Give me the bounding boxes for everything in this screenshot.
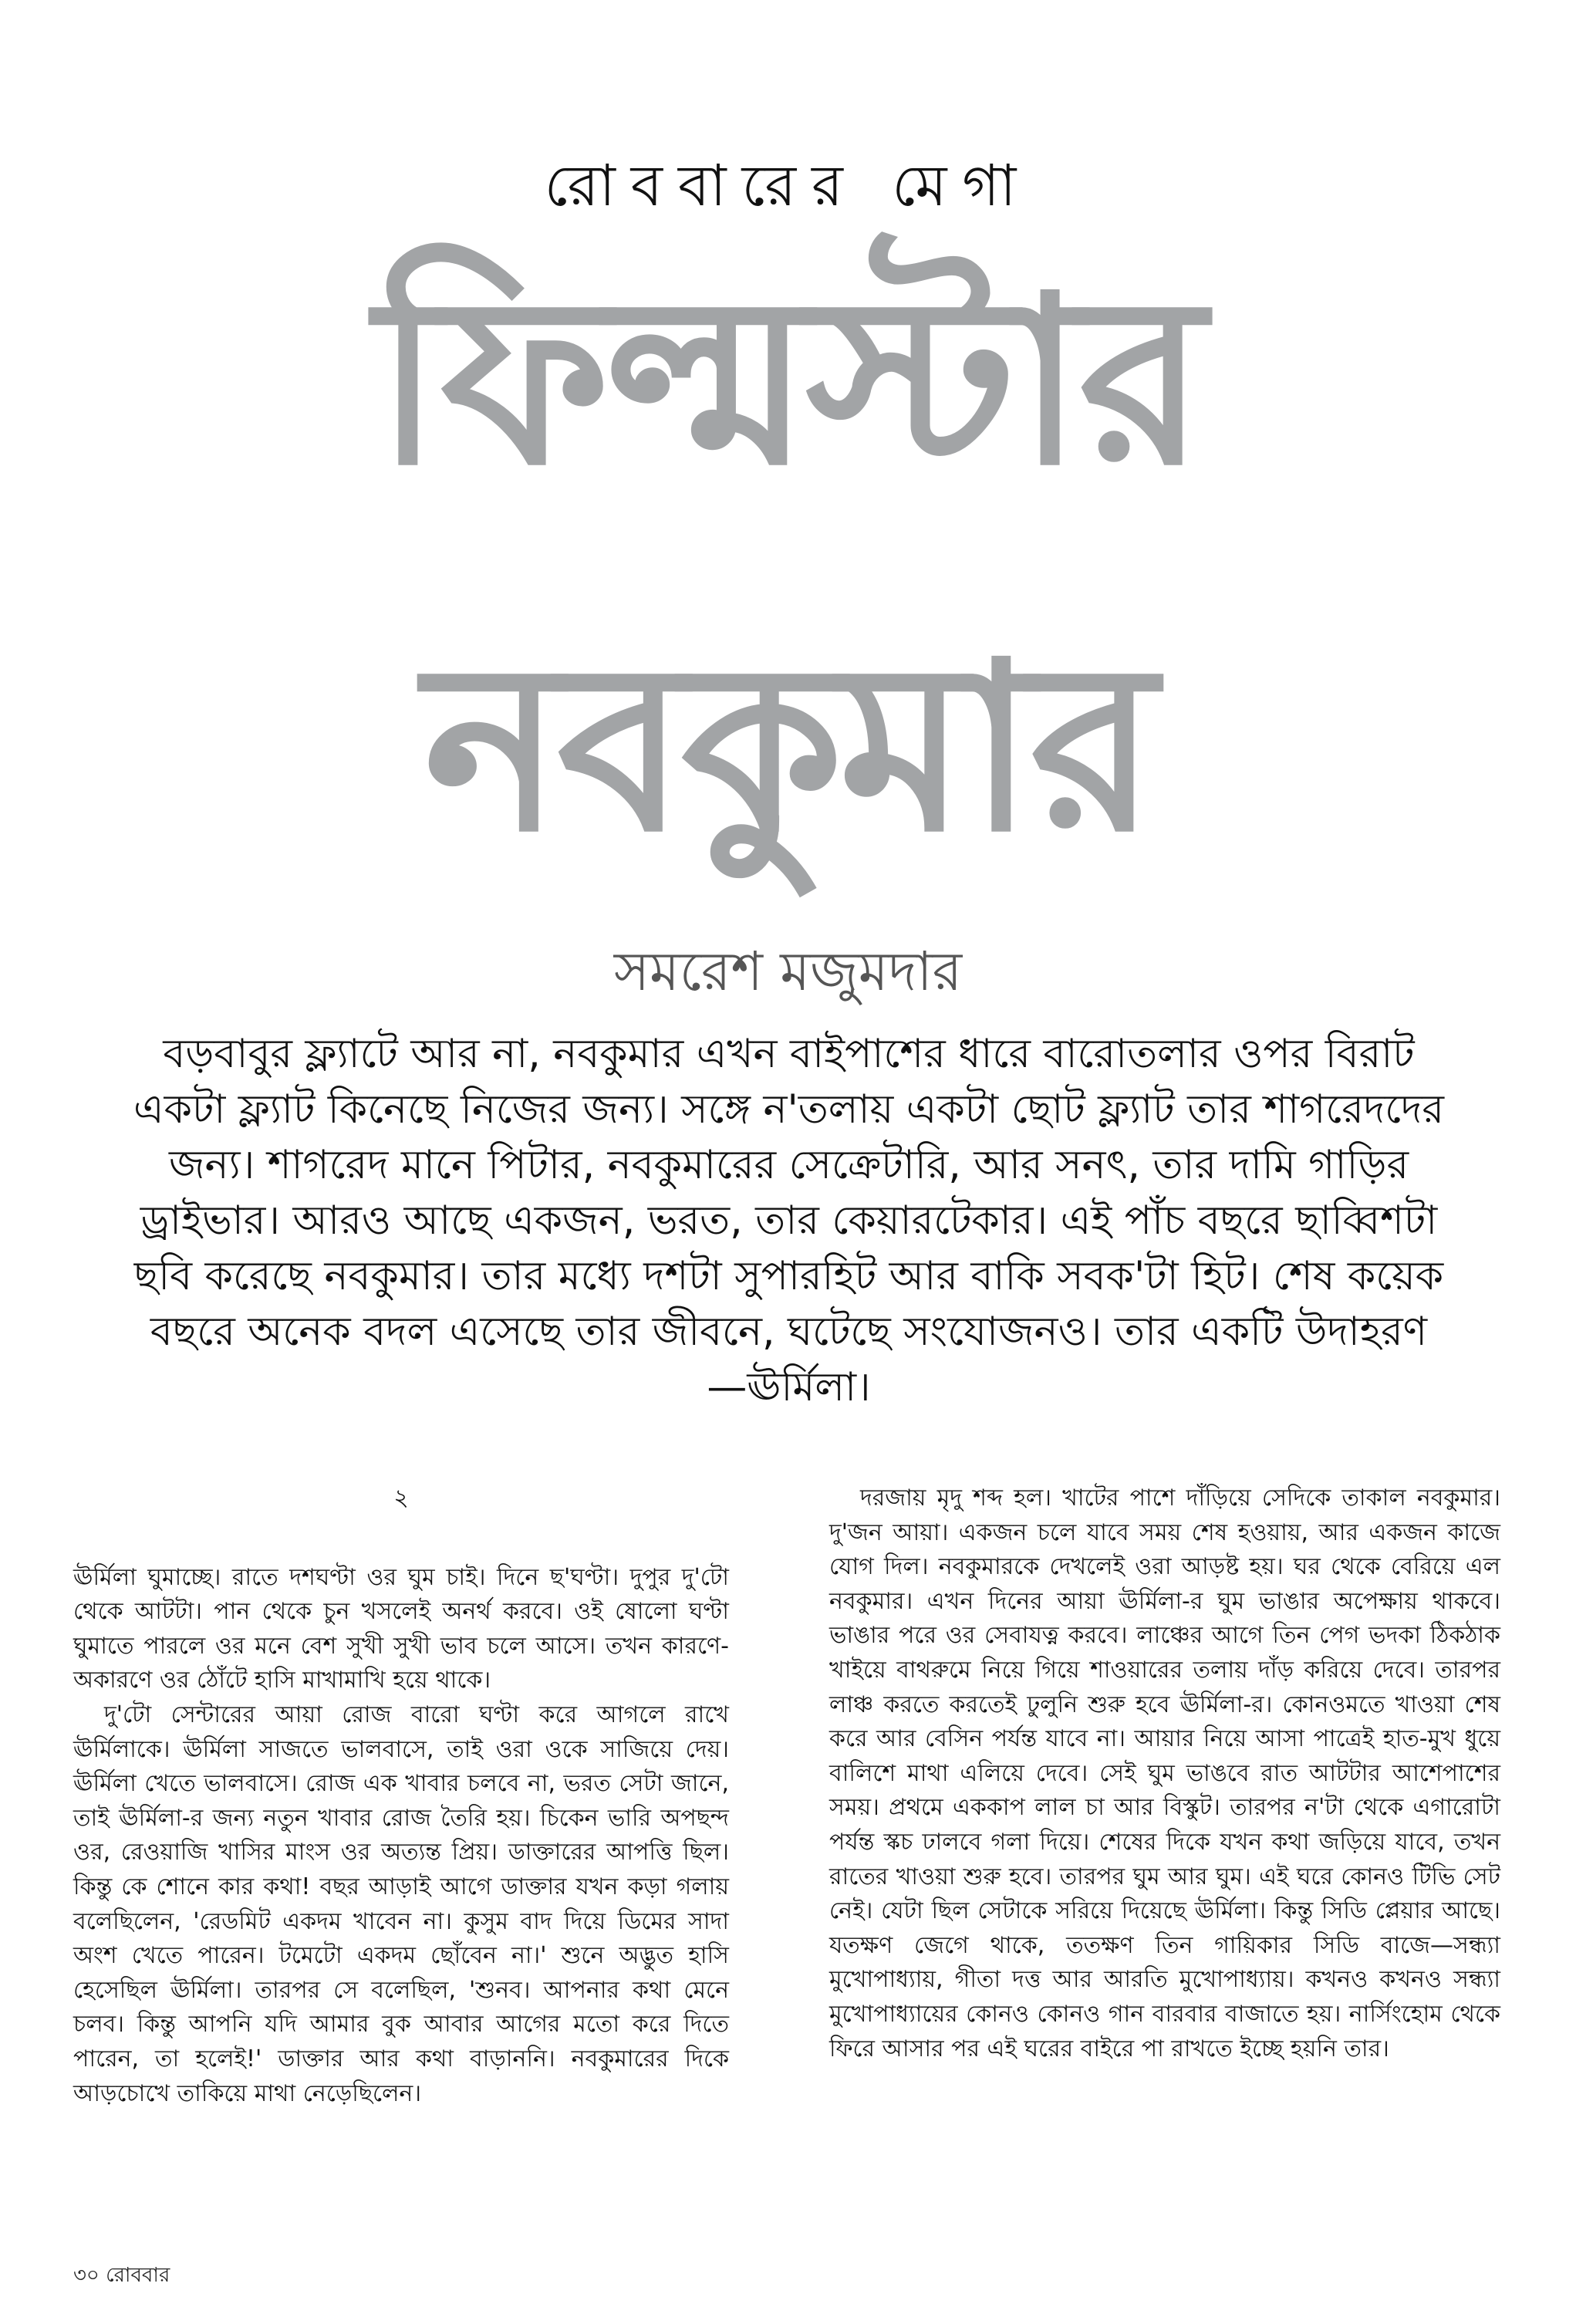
title-line-2: নবকুমার [424, 613, 1152, 883]
author-byline: সমরেশ মজুমদার [613, 940, 963, 1003]
page-folio: ৩০ রোববার [73, 2264, 170, 2287]
body-paragraph: দরজায় মৃদু শব্দ হল। খাটের পাশে দাঁড়িয়ে সেদিকে তাকাল নবকুমার। দু'জন আয়া। একজন চলে যাবে সময় শেষ হওয়ায়, আর একজন কাজে যোগ দিল। নবকুমারকে দেখলেই ওরা আড়ষ্ট হয়। ঘর থেকে বেরিয়ে এল নবকুমার। এখন দিনের আয়া ঊর্মিলা-র ঘুম ভাঙার অপেক্ষায় থাকবে। ভাঙার পরে ওর সেবাযত্ন করবে। লাঞ্চের আগে তিন পেগ ভদকা ঠিকঠাক খাইয়ে বাথরুমে নিয়ে গিয়ে শাওয়ারের তলায় দাঁড় করিয়ে দেবে। তারপর লাঞ্চ করতে করতেই ঢুলুনি শুরু হবে ঊর্মিলা-র। কোনওমতে খাওয়া শেষ করে আর বেসিন পর্যন্ত যাবে না। আয়ার নিয়ে আসা পাত্রেই হাত-মুখ ধুয়ে বালিশে মাথা এলিয়ে দেবে। সেই ঘুম ভাঙবে রাত আটটার আশেপাশের সময়। প্রথমে এককাপ লাল চা আর বিস্কুট। তারপর ন'টা থেকে এগারোটা পর্যন্ত স্কচ ঢালবে গলা দিয়ে। শেষের দিকে যখন কথা জড়িয়ে যাবে, তখন রাতের খাওয়া শুরু হবে। তারপর ঘুম আর ঘুম। এই ঘরে কোনও টিভি সেট নেই। যেটা ছিল সেটাকে সরিয়ে দিয়েছে ঊর্মিলা। কিন্তু সিডি প্লেয়ার আছে। যতক্ষণ জেগে থাকে, ততক্ষণ তিন গায়িকার সিডি বাজে—সন্ধ্যা মুখোপাধ্যায়, গীতা দত্ত আর আরতি মুখোপাধ্যায়। কখনও কখনও সন্ধ্যা মুখোপাধ্যায়ের কোনও কোনও গান বারবার বাজাতে হয়। নার্সিংহোম থেকে ফিরে আসার পর এই ঘরের বাইরে পা রাখতে ইচ্ছে হয়নি তার। [829, 1485, 1500, 2062]
deck-paragraph: বড়বাবুর ফ্ল্যাটে আর না, নবকুমার এখন বাইপাশের ধারে বারোতলার ওপর বিরাট একটা ফ্ল্যাট কিনেছে নিজের জন্য। সঙ্গে ন'তলায় একটা ছোট ফ্ল্যাট তার শাগরেদদের জন্য। শাগরেদ মানে পিটার, নবকুমারের সেক্রেটারি, আর সনৎ, তার দামি গাড়ির ড্রাইভার। আরও আছে একজন, ভরত, তার কেয়ারটেকার। এই পাঁচ বছরে ছাব্বিশটা ছবি করেছে নবকুমার। তার মধ্যে দশটা সুপারহিট আর বাকি সবক'টা হিট। শেষ কয়েক বছরে অনেক বদল এসেছে তার জীবনে, ঘটেছে সংযোজনও। তার একটি উদাহরণ—ঊর্মিলা। [133, 1031, 1444, 1410]
section-kicker: রোববারের মেগা [544, 153, 1032, 219]
body-column-left [73, 1481, 729, 2111]
body-paragraph: ঊর্মিলা ঘুমাচ্ছে। রাতে দশঘণ্টা ওর ঘুম চাই। দিনে ছ'ঘণ্টা। দুপুর দু'টো থেকে আটটা। পান থেকে চুন খসলেই অনর্থ করবে। ওই ষোলো ঘণ্টা ঘুমাতে পারলে ওর মনে বেশ সুখী সুখী ভাব চলে আসে। তখন কারণে-অকারণে ওর ঠোঁটে হাসি মাখামাখি হয়ে থাকে। [73, 1563, 729, 1694]
body-column-right [829, 1481, 1500, 2066]
title-line-1: ফিল্মস্টার [374, 247, 1202, 516]
chapter-number: ২ [393, 1485, 409, 1512]
body-paragraph: দু'টো সেন্টারের আয়া রোজ বারো ঘণ্টা করে আগলে রাখে ঊর্মিলাকে। ঊর্মিলা সাজতে ভালবাসে, তাই ওরা ওকে সাজিয়ে দেয়। ঊর্মিলা খেতে ভালবাসে। রোজ এক খাবার চলবে না, ভরত সেটা জানে, তাই ঊর্মিলা-র জন্য নতুন খাবার রোজ তৈরি হয়। চিকেন ভারি অপছন্দ ওর, রেওয়াজি খাসির মাংস ওর অত্যন্ত প্রিয়। ডাক্তারের আপত্তি ছিল। কিন্তু কে শোনে কার কথা! বছর আড়াই আগে ডাক্তার যখন কড়া গলায় বলেছিলেন, 'রেডমিট একদম খাবেন না। কুসুম বাদ দিয়ে ডিমের সাদা অংশ খেতে পারেন। টমেটো একদম ছোঁবেন না।' শুনে অদ্ভুত হাসি হেসেছিল ঊর্মিলা। তারপর সে বলেছিল, 'শুনব। আপনার কথা মেনে চলব। কিন্তু আপনি যদি আমার বুক আবার আগের মতো করে দিতে পারেন, তা হলেই!' ডাক্তার আর কথা বাড়াননি। নবকুমারের দিকে আড়চোখে তাকিয়ে মাথা নেড়েছিলেন। [73, 1701, 729, 2107]
